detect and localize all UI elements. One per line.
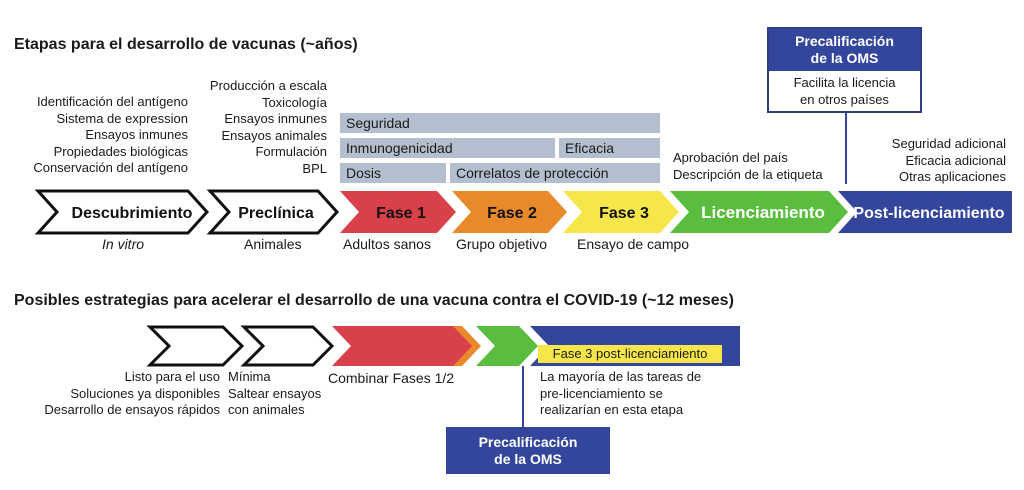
phase3-post-bar: Fase 3 post-licenciamiento [538,345,722,363]
discovery-note: Conservación del antígeno [33,160,188,175]
oms-body-line: en otros países [800,91,889,107]
preclinical-note: Ensayos animales [221,127,327,143]
oms-bottom-line: Precalificación [478,434,578,450]
fast-arrow-licenciamiento [476,326,538,366]
bar-dosis: Dosis [340,163,446,183]
bottom-mid-note: Mínima [228,369,271,384]
bottom-right-note: La mayoría de las tareas de [540,369,702,384]
preclinical-note: Toxicología [261,94,327,110]
approval-note: Aprobación del país [673,150,788,165]
oms-bottom-line: de la OMS [494,451,562,467]
stage-label-licenciamiento: Licenciamiento [701,203,825,222]
oms-title-line: Precalificación [795,33,894,49]
fast-arrow-1 [150,327,242,365]
bottom-mid-note: con animales [228,402,305,417]
stage-label-post: Post-licenciamiento [853,205,1005,222]
stage-label-fase2: Fase 2 [487,205,537,222]
discovery-note: Identificación del antígeno [36,94,188,109]
preclinical-note: Formulación [255,144,327,159]
combine-label: Combinar Fases 1/2 [328,370,455,386]
bottom-left-note: Listo para el uso [124,369,220,384]
post-note: Eficacia adicional [905,152,1006,168]
stage-label-fase1: Fase 1 [376,205,426,222]
oms-body-line: Facilita la licencia [793,75,896,90]
stage-label-preclinica: Preclínica [238,205,314,222]
bottom-right-note: pre-licenciamiento se [540,385,663,401]
bottom-left-note: Soluciones ya disponibles [70,385,220,401]
post-note: Seguridad adicional [891,136,1006,151]
post-note: Otras aplicaciones [899,169,1006,184]
sub-fase3: Ensayo de campo [577,236,690,252]
bottom-mid-note: Saltear ensayos [228,385,322,401]
bar-seguridad: Seguridad [340,113,660,133]
preclinical-note: Producción a escala [209,78,327,93]
top-title: Etapas para el desarrollo de vacunas (~años) [14,36,358,53]
stage-label-fase3: Fase 3 [599,205,649,222]
bottom-right-note: realizarían en esta etapa [540,402,684,417]
oms-bottom-box [446,427,610,474]
bottom-mid-notes [228,369,321,419]
discovery-note: Ensayos inmunes [85,127,188,142]
bottom-right-notes [540,369,701,419]
stage-label-descubrimiento: Descubrimiento [71,205,193,222]
approval-note: Descripción de la etiqueta [673,166,823,182]
fast-arrow-2 [244,327,332,365]
bar-correlatos: Correlatos de protección [450,163,660,183]
bottom-title: Posibles estrategias para acelerar el desarrollo de una vacuna contra el COVID-19 (~12 meses) [14,292,734,309]
bar-eficacia: Eficacia [559,138,660,158]
sub-descubrimiento: In vitro [102,236,145,252]
sub-fase2: Grupo objetivo [456,236,548,252]
oms-title-line: de la OMS [810,50,879,66]
discovery-note: Propiedades biológicas [53,143,188,159]
fast-arrow-fase1 [332,326,476,366]
bar-inmunogenicidad: Inmunogenicidad [340,138,555,158]
bottom-left-note: Desarrollo de ensayos rápidos [44,402,220,417]
oms-bottom-connector [522,366,524,428]
preclinical-note: BPL [302,160,327,176]
discovery-note: Sistema de expression [56,110,188,126]
preclinical-note: Ensayos inmunes [224,111,327,126]
sub-preclinica: Animales [244,236,302,252]
sub-fase1: Adultos sanos [343,236,431,252]
bottom-left-notes [44,369,220,419]
